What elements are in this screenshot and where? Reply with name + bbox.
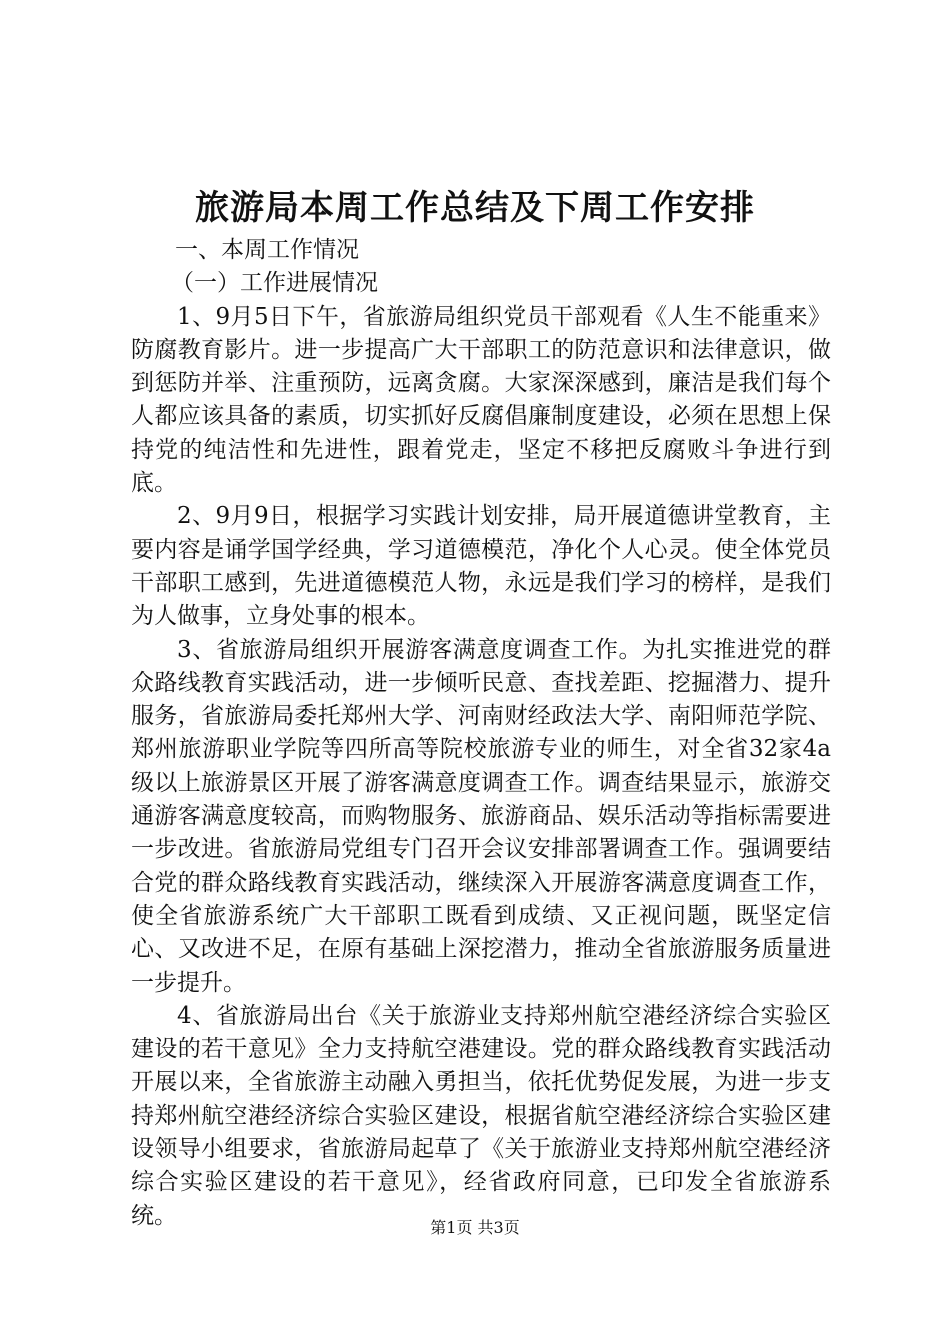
- paragraph-1: 1、9月5日下午，省旅游局组织党员干部观看《人生不能重来》防腐教育影片。进一步提高广大干部职工的防范意识和法律意识，做到惩防并举、注重预防，远离贪腐。大家深深感到，廉洁是我们每个人都应该具备的素质，切实抓好反腐倡廉制度建设，必须在思想上保持党的纯洁性和先进性，跟着党走，坚定不移把反腐败斗争进行到底。: [131, 303, 831, 497]
- page-footer: 第1页 共3页: [430, 1218, 520, 1237]
- paragraph-4: 4、省旅游局出台《关于旅游业支持郑州航空港经济综合实验区建设的若干意见》全力支持航空港建设。党的群众路线教育实践活动开展以来，全省旅游主动融入勇担当，依托优势促发展，为进一步支持郑州航空港经济综合实验区建设，根据省航空港经济综合实验区建设领导小组要求，省旅游局起草了《关于旅游业支持郑州航空港经济综合实验区建设的若干意见》，经省政府同意，已印发全省旅游系统。: [131, 1002, 831, 1229]
- section-heading: 一、本周工作情况: [175, 237, 359, 263]
- subsection-heading: （一）工作进展情况: [171, 270, 378, 297]
- document-body: [131, 234, 831, 1233]
- paragraph-3: 3、省旅游局组织开展游客满意度调查工作。为扎实推进党的群众路线教育实践活动，进一步倾听民意、查找差距、挖掘潜力、提升服务，省旅游局委托郑州大学、河南财经政法大学、南阳师范学院、郑州旅游职业学院等四所高等院校旅游专业的师生，对全省32家4a级以上旅游景区开展了游客满意度调查工作。调查结果显示，旅游交通游客满意度较高，而购物服务、旅游商品、娱乐活动等指标需要进一步改进。省旅游局党组专门召开会议安排部署调查工作。强调要结合党的群众路线教育实践活动，继续深入开展游客满意度调查工作，使全省旅游系统广大干部职工既看到成绩、又正视问题，既坚定信心、又改进不足，在原有基础上深挖潜力，推动全省旅游服务质量进一步提升。: [131, 636, 831, 996]
- paragraph-2: 2、9月9日，根据学习实践计划安排，局开展道德讲堂教育，主要内容是诵学国学经典，学习道德模范，净化个人心灵。使全体党员干部职工感到，先进道德模范人物，永远是我们学习的榜样，是我们为人做事，立身处事的根本。: [131, 503, 831, 630]
- document-title: 旅游局本周工作总结及下周工作安排: [195, 188, 755, 228]
